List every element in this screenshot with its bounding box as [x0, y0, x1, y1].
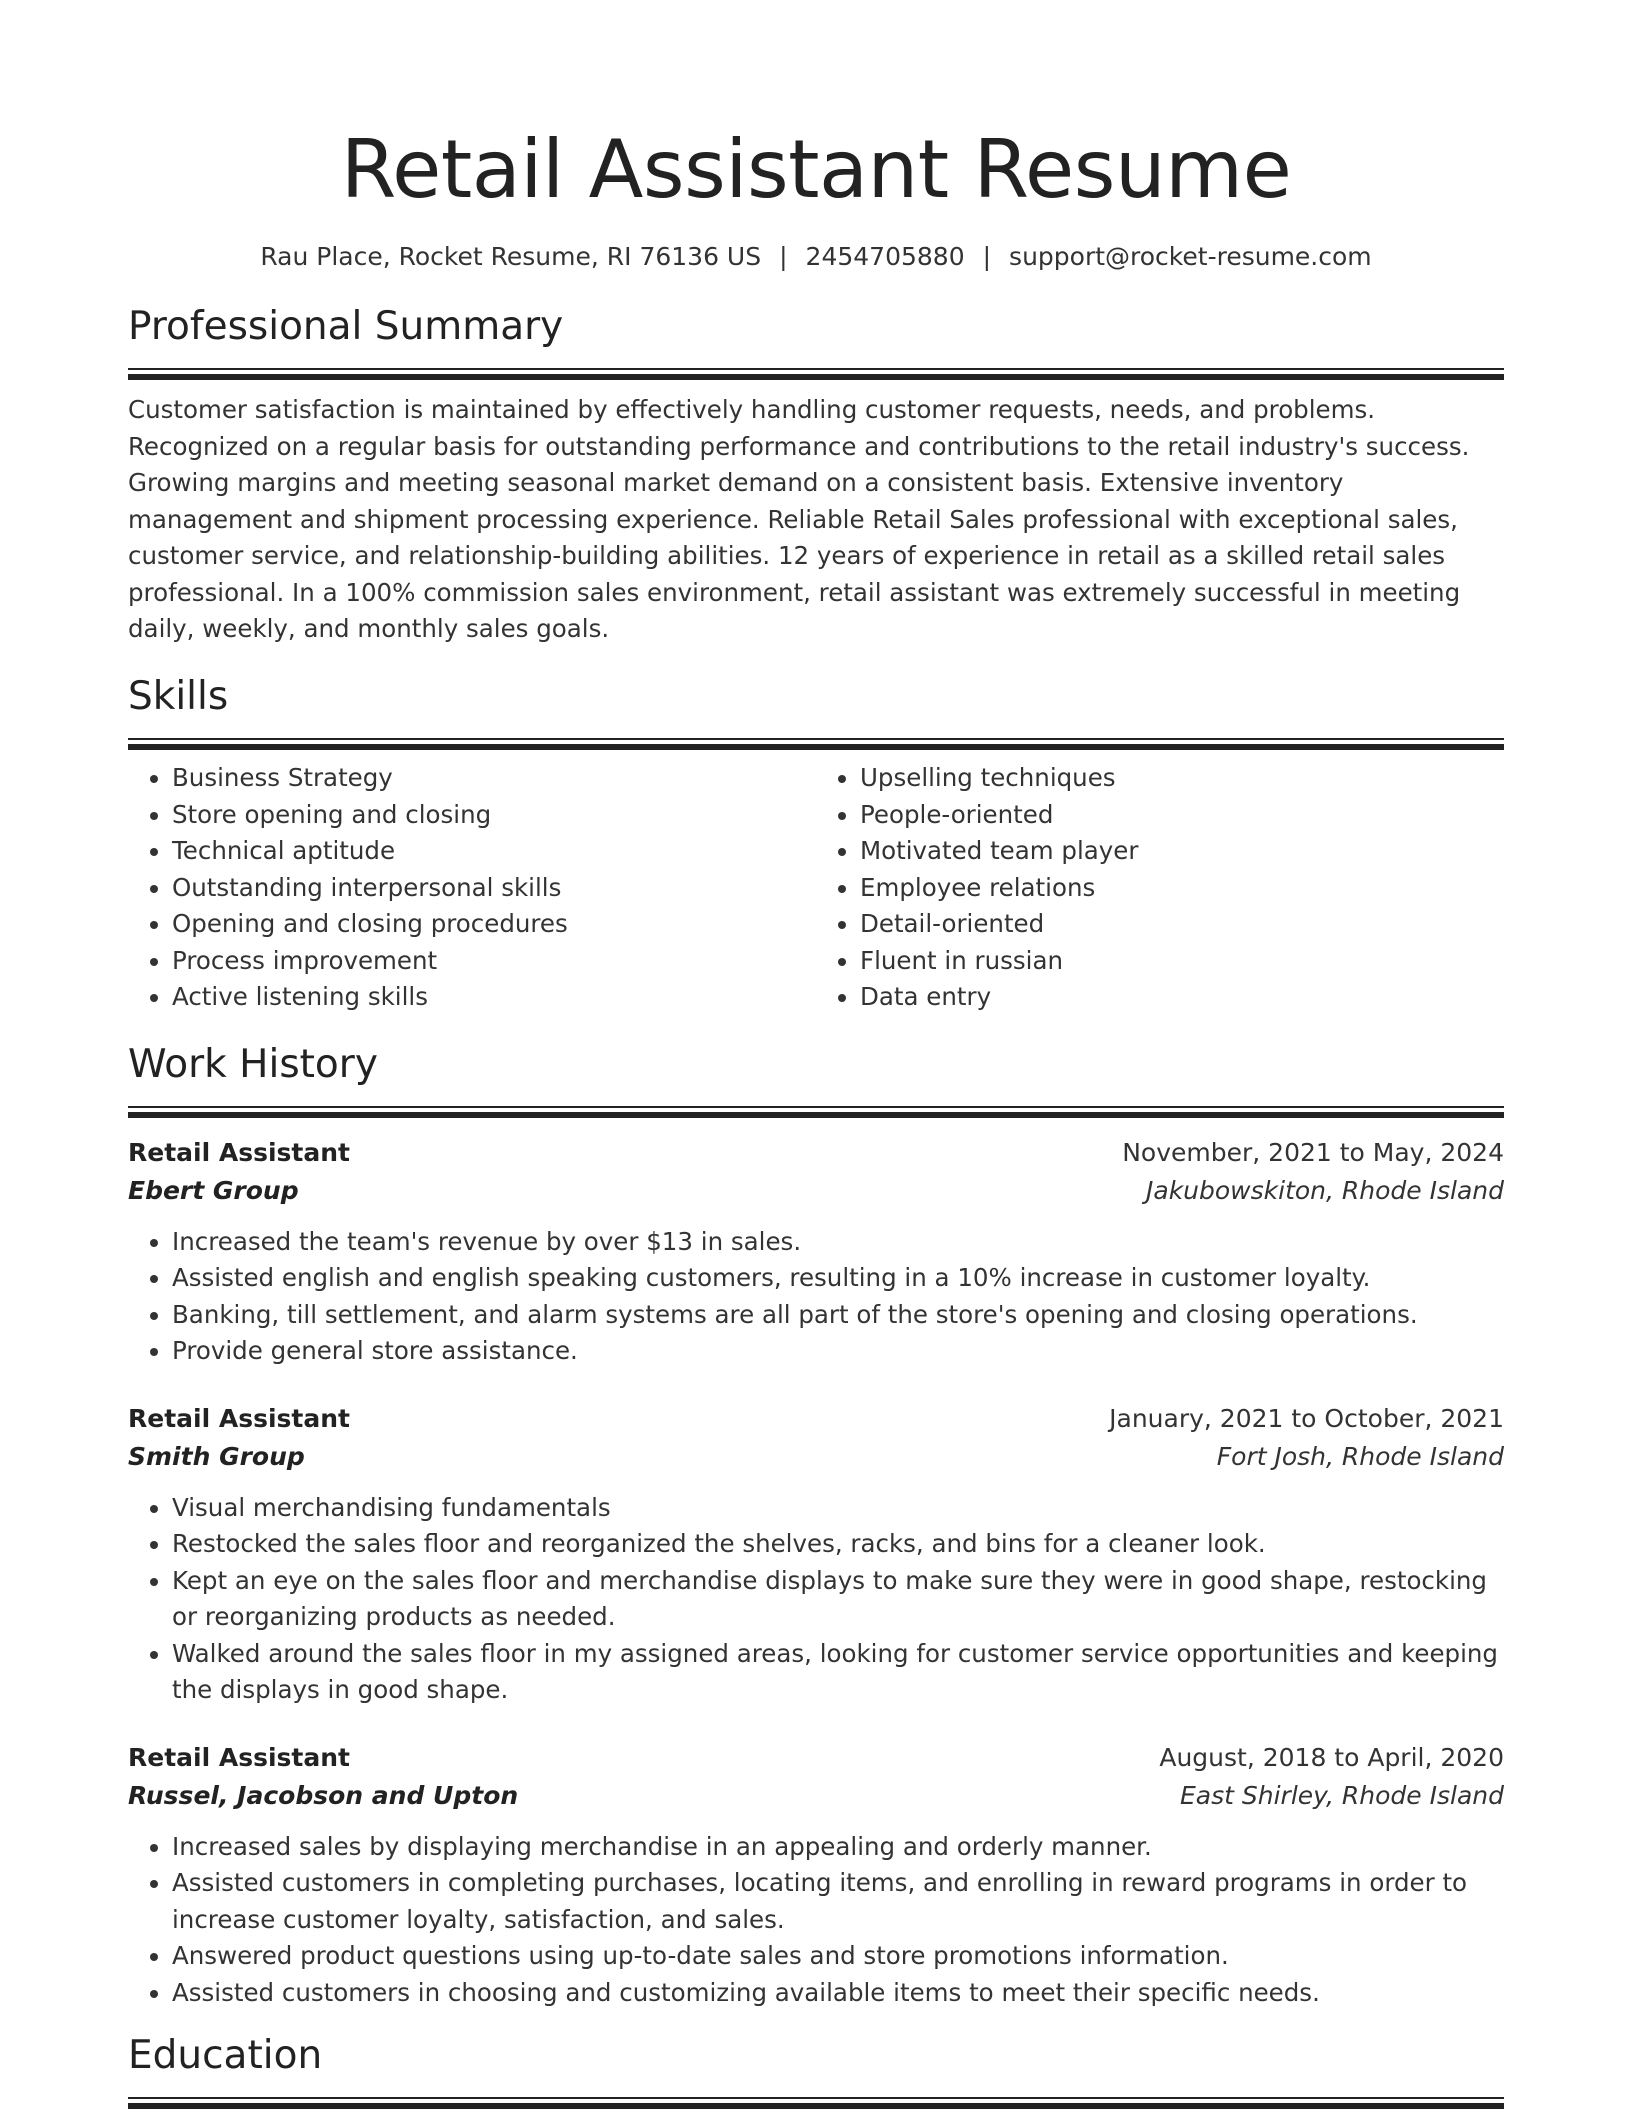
job-dates: November, 2021 to May, 2024: [1122, 1137, 1504, 1167]
section-divider: [128, 368, 1504, 380]
skill-item: • Detail-oriented: [860, 906, 1504, 943]
job-header-row: [128, 1134, 1504, 1172]
job-bullets: [128, 1490, 1504, 1709]
job-company: Russel, Jacobson and Upton: [128, 1780, 519, 1810]
job-company: Ebert Group: [128, 1175, 299, 1205]
job-bullet: • Assisted customers in completing purchases, locating items, and enrolling in reward programs in order to increase customer loyalty, satisfaction, and sales.: [172, 1865, 1504, 1938]
section-heading: Work History: [128, 1041, 378, 1087]
job-location: Fort Josh, Rhode Island: [1216, 1441, 1504, 1471]
section-heading: Skills: [128, 674, 229, 719]
job-company-row: [128, 1438, 1504, 1476]
skill-item: • Business Strategy: [172, 760, 816, 797]
job-bullet: • Visual merchandising fundamentals: [172, 1490, 1504, 1527]
job-company: Smith Group: [128, 1441, 305, 1471]
skill-item: • Store opening and closing: [172, 797, 816, 834]
summary-text: Customer satisfaction is maintained by effectively handling customer requests, needs, and problems. Recognized on a regular basis for outstanding performance and contributions to the retail industry's success. Growing margins and meeting seasonal market demand on a consistent basis. Extensive inventory management and shipment processing experience. Reliable Retail Sales professional with exceptional sales, customer service, and relationship-building abilities. 12 years of experience in retail as a skilled retail sales professional. In a 100% commission sales environment, retail assistant was extremely successful in meeting daily, weekly, and monthly sales goals.: [128, 395, 1470, 643]
job-bullet: • Increased the team's revenue by over $13 in sales.: [172, 1224, 1504, 1261]
skill-item: • People-oriented: [860, 797, 1504, 834]
skill-item: • Process improvement: [172, 943, 816, 980]
job-title: Retail Assistant: [128, 1742, 350, 1772]
skills-section: [128, 672, 1504, 1016]
job-bullet: • Banking, till settlement, and alarm systems are all part of the store's opening and closing operations.: [172, 1297, 1504, 1334]
education-section: [128, 2031, 1504, 2109]
job-bullets: [128, 1829, 1504, 2012]
contact-address: Rau Place, Rocket Resume, RI 76136 US: [260, 242, 762, 271]
contact-line: [128, 240, 1504, 274]
job-bullets: [128, 1224, 1504, 1370]
resume-title: Retail Assistant Resume: [340, 123, 1292, 216]
skill-item: • Data entry: [860, 979, 1504, 1016]
skill-item: • Fluent in russian: [860, 943, 1504, 980]
skill-item: • Upselling techniques: [860, 760, 1504, 797]
job-bullet: • Kept an eye on the sales floor and merchandise displays to make sure they were in good shape, restocking or reorganizing products as needed.: [172, 1563, 1504, 1636]
skill-item: • Motivated team player: [860, 833, 1504, 870]
job-bullet: • Assisted english and english speaking customers, resulting in a 10% increase in customer loyalty.: [172, 1260, 1504, 1297]
job-header-row: [128, 1739, 1504, 1777]
professional-summary-section: [128, 302, 1504, 648]
job-bullet: • Provide general store assistance.: [172, 1333, 1504, 1370]
job-company-row: [128, 1777, 1504, 1815]
job-header-row: [128, 1400, 1504, 1438]
contact-separator: |: [779, 242, 788, 271]
job-company-row: [128, 1172, 1504, 1210]
skill-item: • Employee relations: [860, 870, 1504, 907]
job-bullet: • Walked around the sales floor in my assigned areas, looking for customer service opportunities and keeping the displays in good shape.: [172, 1636, 1504, 1709]
work-history-section: [128, 1040, 1504, 2012]
section-divider: [128, 738, 1504, 750]
job-bullet: • Answered product questions using up-to-date sales and store promotions information.: [172, 1938, 1504, 1975]
job-bullet: • Restocked the sales floor and reorganized the shelves, racks, and bins for a cleaner look.: [172, 1526, 1504, 1563]
job-bullet: • Assisted customers in choosing and customizing available items to meet their specific needs.: [172, 1975, 1504, 2012]
skill-item: • Active listening skills: [172, 979, 816, 1016]
job-location: East Shirley, Rhode Island: [1180, 1780, 1504, 1810]
skills-columns: [128, 760, 1504, 1016]
job-bullet: • Increased sales by displaying merchandise in an appealing and orderly manner.: [172, 1829, 1504, 1866]
section-divider: [128, 1106, 1504, 1118]
job-entry: [128, 1400, 1504, 1709]
contact-phone: 2454705880: [805, 242, 965, 271]
contact-separator: |: [982, 242, 992, 271]
job-dates: August, 2018 to April, 2020: [1159, 1742, 1504, 1772]
job-location: Jakubowskiton, Rhode Island: [1146, 1175, 1504, 1205]
job-dates: January, 2021 to October, 2021: [1109, 1403, 1504, 1433]
section-heading: Education: [128, 2033, 323, 2078]
skill-item: • Opening and closing procedures: [172, 906, 816, 943]
section-heading: Professional Summary: [128, 304, 564, 349]
contact-email[interactable]: support@rocket-resume.com: [1009, 242, 1372, 271]
job-title: Retail Assistant: [128, 1403, 350, 1433]
job-entry: [128, 1134, 1504, 1370]
job-title: Retail Assistant: [128, 1137, 350, 1167]
skill-item: • Technical aptitude: [172, 833, 816, 870]
job-entry: [128, 1739, 1504, 2012]
section-divider: [128, 2097, 1504, 2109]
skills-list-left: [128, 760, 816, 1016]
skill-item: • Outstanding interpersonal skills: [172, 870, 816, 907]
skills-list-right: [816, 760, 1504, 1016]
